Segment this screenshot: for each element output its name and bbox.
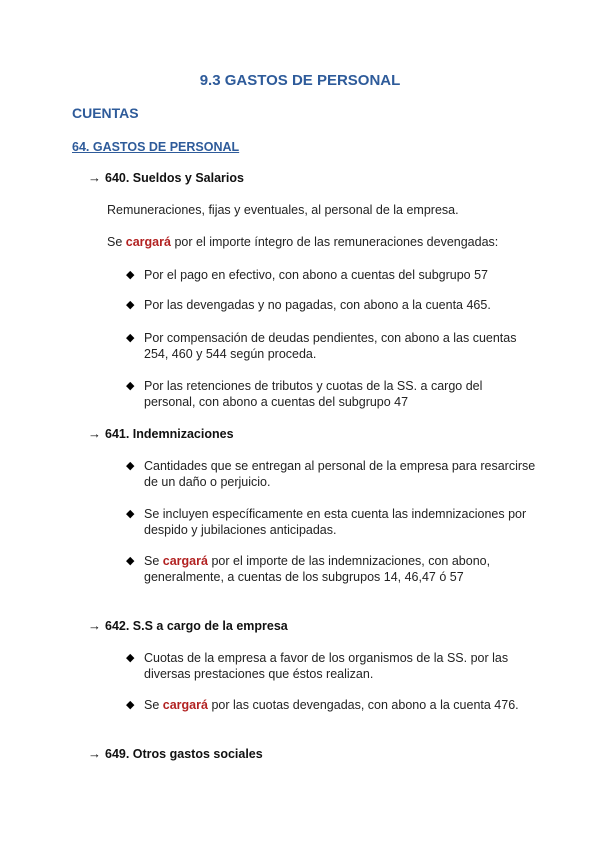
list-item — [126, 553, 536, 585]
charge-keyword: cargará — [162, 698, 208, 712]
charge-prefix: Se — [144, 554, 160, 568]
diamond-bullet-icon: ◆ — [126, 699, 135, 711]
section-heading: CUENTAS — [72, 105, 139, 121]
diamond-bullet-icon: ◆ — [126, 269, 135, 281]
charge-prefix: Se — [144, 698, 160, 712]
list-item-text: Por compensación de deudas pendientes, con abono a las cuentas 254, 460 y 544 según proceda. — [144, 331, 517, 361]
charge-prefix: Se — [107, 235, 123, 249]
list-item — [126, 697, 536, 713]
diamond-bullet-icon: ◆ — [126, 555, 135, 567]
charge-keyword: cargará — [125, 235, 171, 249]
account-640-intro: Remuneraciones, fijas y eventuales, al personal de la empresa. — [107, 203, 459, 217]
charge-text: por las cuotas devengadas, con abono a la cuenta 476. — [211, 698, 519, 712]
group-link[interactable]: 64. GASTOS DE PERSONAL — [72, 140, 240, 154]
charge-keyword: cargará — [162, 554, 208, 568]
account-641-heading — [88, 426, 234, 441]
diamond-bullet-icon: ◆ — [126, 299, 135, 311]
diamond-bullet-icon: ◆ — [126, 380, 135, 392]
list-item-text — [144, 553, 536, 585]
account-641-title: 641. Indemnizaciones — [105, 426, 234, 441]
account-640-charge — [107, 235, 498, 249]
list-item-text: Por el pago en efectivo, con abono a cuentas del subgrupo 57 — [144, 268, 489, 282]
list-item-text: Por las devengadas y no pagadas, con abono a la cuenta 465. — [144, 298, 491, 312]
account-642-heading — [88, 618, 288, 633]
list-item-text — [144, 697, 536, 713]
list-item-text: Cuotas de la empresa a favor de los organismos de la SS. por las diversas prestaciones que éstos realizan. — [144, 651, 509, 681]
arrow-right-icon: → — [88, 426, 101, 441]
arrow-right-icon: → — [88, 170, 101, 185]
charge-text: por el importe de las indemnizaciones, con abono, generalmente, a cuentas de los subgrupos 14, 46,47 ó 57 — [144, 554, 491, 584]
page-title: 9.3 GASTOS DE PERSONAL — [199, 72, 401, 89]
account-649-heading — [88, 746, 263, 761]
diamond-bullet-icon: ◆ — [126, 460, 135, 472]
diamond-bullet-icon: ◆ — [126, 652, 135, 664]
list-item-text: Se incluyen específicamente en esta cuenta las indemnizaciones por despido y jubilaciones anticipadas. — [144, 507, 527, 537]
list-item — [126, 458, 536, 490]
list-item — [126, 378, 536, 410]
diamond-bullet-icon: ◆ — [126, 508, 135, 520]
list-item — [126, 506, 536, 538]
arrow-right-icon: → — [88, 618, 101, 633]
list-item-text: Por las retenciones de tributos y cuotas de la SS. a cargo del personal, con abono a cuentas del subgrupo 47 — [144, 379, 483, 409]
list-item — [126, 650, 536, 682]
list-item — [126, 297, 536, 313]
arrow-right-icon: → — [88, 746, 101, 761]
list-item — [126, 267, 536, 283]
account-640-title: 640. Sueldos y Salarios — [105, 170, 244, 185]
list-item — [126, 330, 536, 362]
account-640-heading — [88, 170, 244, 185]
account-649-title: 649. Otros gastos sociales — [105, 746, 263, 761]
account-642-title: 642. S.S a cargo de la empresa — [105, 618, 288, 633]
diamond-bullet-icon: ◆ — [126, 332, 135, 344]
charge-text: por el importe íntegro de las remuneraciones devengadas: — [174, 235, 499, 249]
list-item-text: Cantidades que se entregan al personal de la empresa para resarcirse de un daño o perjuicio. — [144, 459, 536, 489]
